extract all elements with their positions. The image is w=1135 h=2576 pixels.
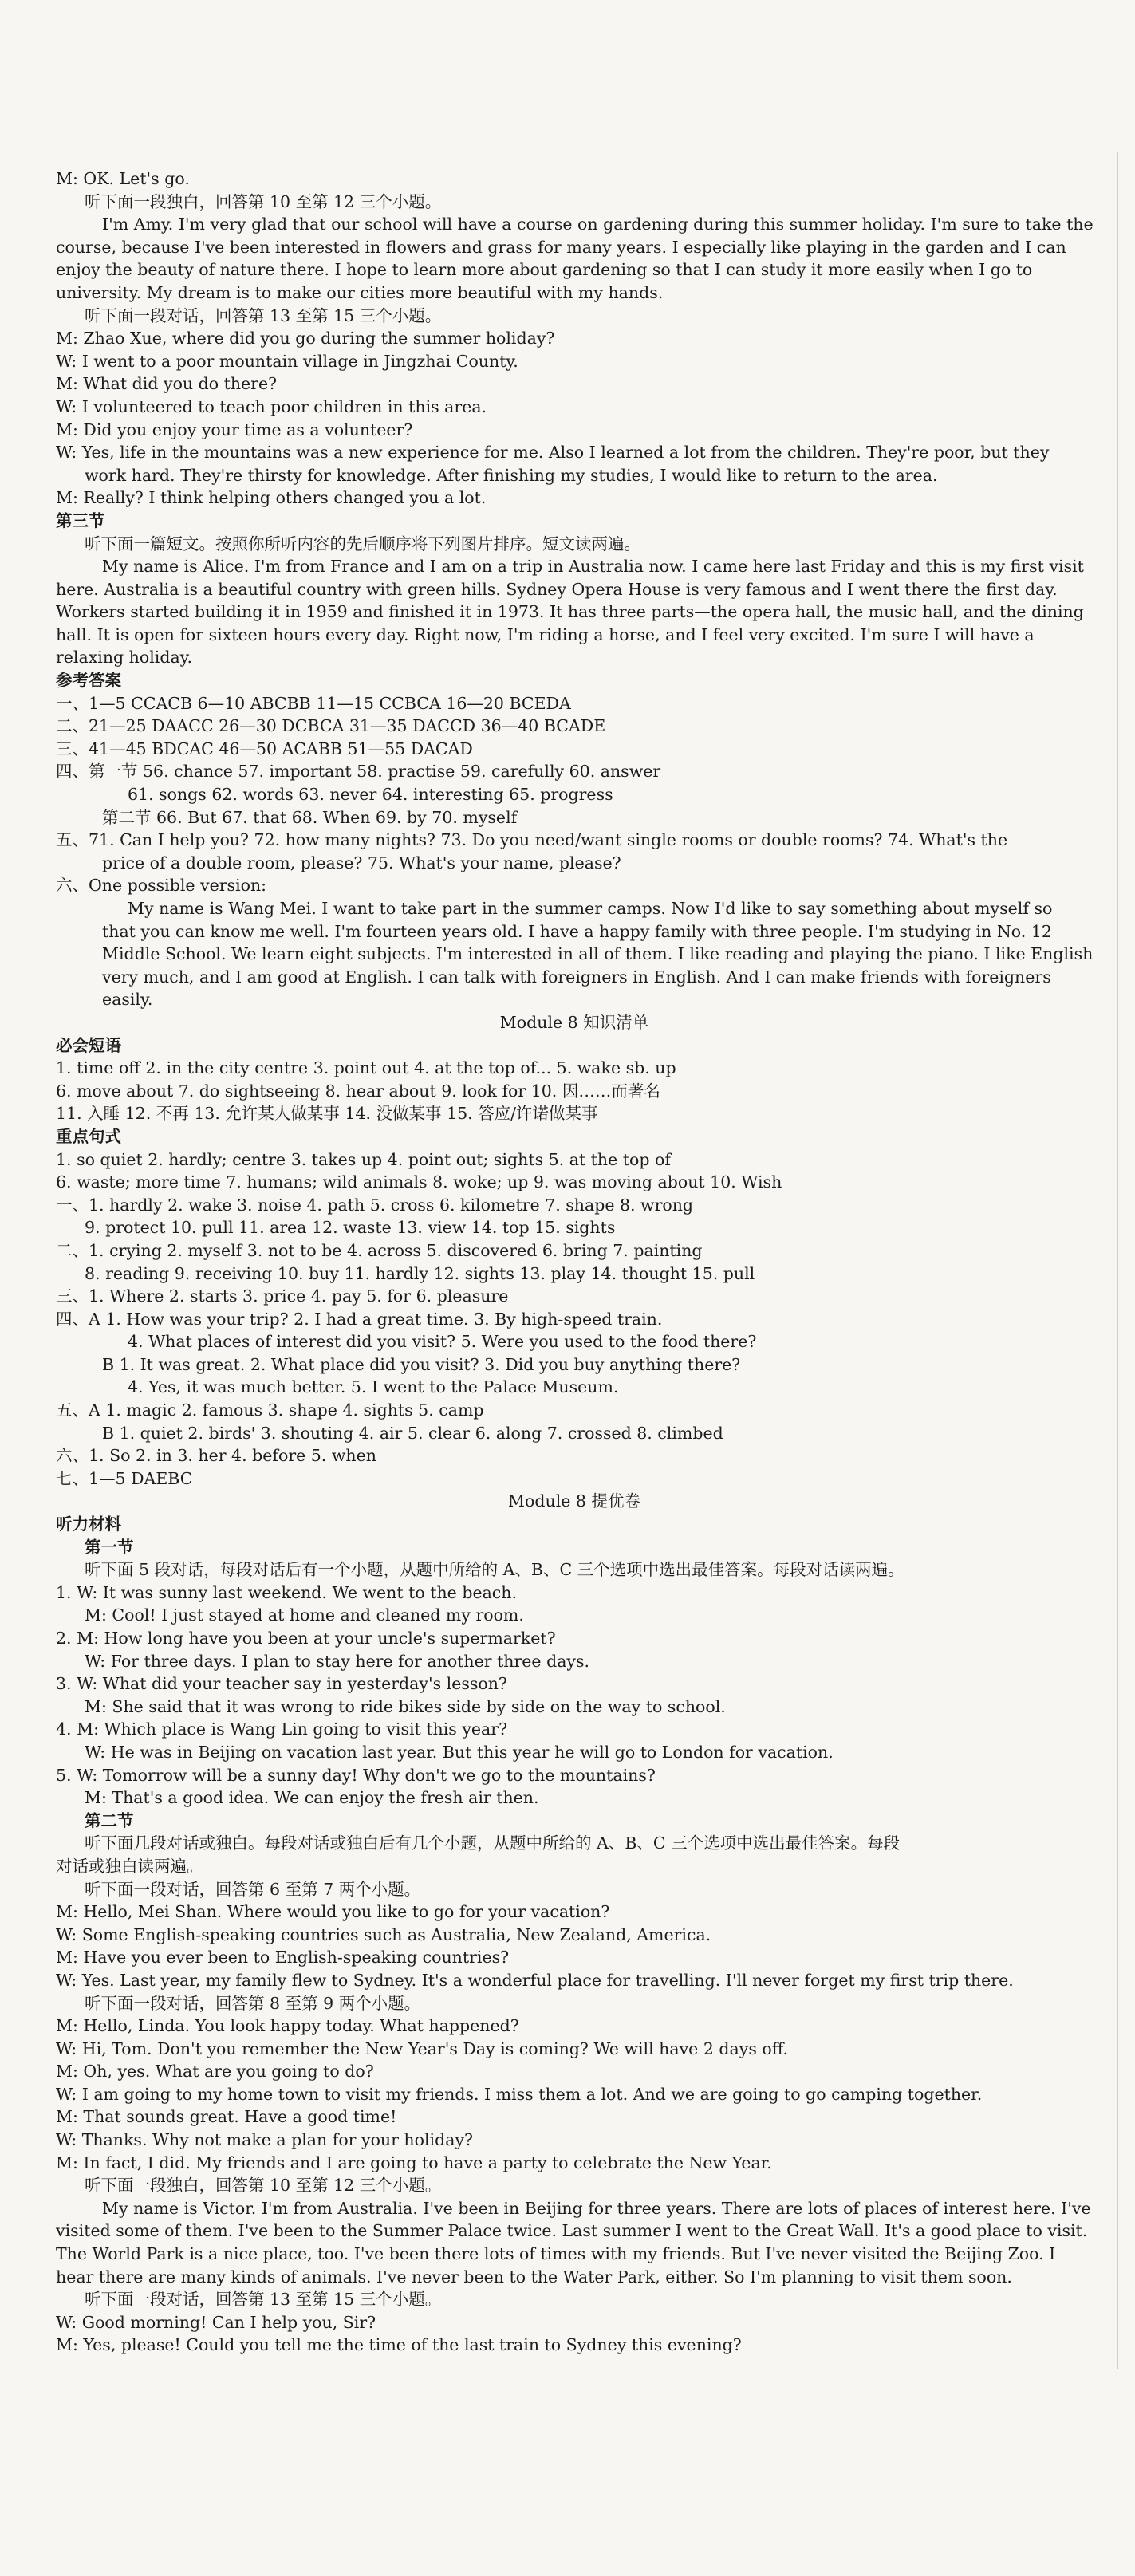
text-line: M: Yes, please! Could you tell me the time of the last train to Sydney this evening?	[56, 2335, 742, 2355]
text-line: 四、A 1. How was your trip? 2. I had a great time. 3. By high-speed train.	[56, 1309, 663, 1329]
text-line: 七、1—5 DAEBC	[56, 1468, 193, 1488]
text-line: I'm Amy. I'm very glad that our school will have a course on gardening during this summer holiday. I'm sure to take the	[102, 215, 1094, 234]
text-line: Module 8 知识清单	[499, 1012, 649, 1032]
text-line: W: Thanks. Why not make a plan for your holiday?	[56, 2130, 474, 2150]
text-line: M: OK. Let's go.	[56, 169, 190, 188]
text-line: 6. waste; more time 7. humans; wild animals 8. woke; up 9. was moving about 10. Wish	[56, 1172, 782, 1192]
text-line: enjoy the beauty of nature there. I hope to learn more about gardening so that I can study it more easily when I go to	[56, 260, 1033, 280]
text-line: 听力材料	[56, 1514, 121, 1534]
text-line: 1. W: It was sunny last weekend. We went to the beach.	[56, 1582, 517, 1602]
text-line: 9. protect 10. pull 11. area 12. waste 13. view 14. top 15. sights	[85, 1218, 616, 1238]
text-line: that you can know me well. I'm fourteen years old. I have a happy family with three people. I'm studying in No. 12	[102, 921, 1052, 941]
text-line: W: I am going to my home town to visit my friends. I miss them a lot. And we are going to go camping together.	[56, 2084, 983, 2104]
text-line: M: She said that it was wrong to ride bikes side by side on the way to school.	[85, 1696, 726, 1716]
text-line: 听下面 5 段对话，每段对话后有一个小题，从题中所给的 A、B、C 三个选项中选出最佳答案。每段对话读两遍。	[85, 1560, 904, 1580]
text-line: W: Good morning! Can I help you, Sir?	[56, 2312, 376, 2332]
text-line: W: He was in Beijing on vacation last year. But this year he will go to London for vacation.	[85, 1742, 834, 1762]
text-line: W: I volunteered to teach poor children in this area.	[56, 396, 487, 416]
text-line: 五、A 1. magic 2. famous 3. shape 4. sights 5. camp	[56, 1400, 484, 1420]
text-line: 5. W: Tomorrow will be a sunny day! Why don't we go to the mountains?	[56, 1765, 656, 1785]
text-line: W: For three days. I plan to stay here for another three days.	[85, 1651, 590, 1671]
text-line: M: Cool! I just stayed at home and cleaned my room.	[85, 1605, 524, 1625]
text-line: 六、One possible version:	[56, 876, 267, 896]
text-line: 二、1. crying 2. myself 3. not to be 4. across 5. discovered 6. bring 7. painting	[56, 1240, 703, 1260]
text-line: Workers started building it in 1959 and finished it in 1973. It has three parts—the opera hall, the music hall, and the dining	[56, 602, 1084, 622]
text-line: M: Zhao Xue, where did you go during the summer holiday?	[56, 329, 555, 349]
text-line: hall. It is open for sixteen hours every day. Right now, I'm riding a horse, and I feel very excited. I'm sure I will have a	[56, 624, 1035, 644]
text-line: 参考答案	[56, 671, 121, 691]
text-line: 五、71. Can I help you? 72. how many nights? 73. Do you need/want single rooms or double rooms? 74. What's the	[56, 830, 1008, 850]
text-line: relaxing holiday.	[56, 648, 193, 668]
text-line: Module 8 提优卷	[508, 1491, 640, 1511]
text-line: very much, and I am good at English. I can talk with foreigners in English. And I can make friends with foreigners	[102, 967, 1051, 987]
text-line: My name is Victor. I'm from Australia. I've been in Beijing for three years. There are lots of places of interest here. I've	[102, 2198, 1091, 2218]
text-line: Middle School. We learn eight subjects. I'm interested in all of them. I like reading and playing the piano. I like English	[102, 944, 1094, 964]
text-line: 听下面一段对话，回答第 8 至第 9 两个小题。	[85, 1993, 421, 2013]
text-line: easily.	[102, 990, 153, 1010]
text-line: 听下面一段独白，回答第 10 至第 12 三个小题。	[85, 2176, 442, 2196]
text-line: visited some of them. I've been to the Summer Palace twice. Last summer I went to the Great Wall. It's a good place to visit.	[56, 2221, 1088, 2241]
text-line: W: Hi, Tom. Don't you remember the New Year's Day is coming? We will have 2 days off.	[56, 2038, 789, 2058]
text-line: 1. time off 2. in the city centre 3. point out 4. at the top of... 5. wake sb. up	[56, 1058, 676, 1078]
text-line: 听下面一段对话，回答第 13 至第 15 三个小题。	[85, 305, 442, 325]
text-line: 六、1. So 2. in 3. her 4. before 5. when	[56, 1446, 376, 1466]
text-line: W: Yes. Last year, my family flew to Sydney. It's a wonderful place for travelling. I'll never forget my first trip there.	[56, 1970, 1014, 1990]
text-line: W: Yes, life in the mountains was a new experience for me. Also I learned a lot from the children. They're poor, but they	[56, 443, 1050, 463]
text-line: 11. 入睡 12. 不再 13. 允许某人做某事 14. 没做某事 15. 答应/许诺做某事	[56, 1104, 598, 1124]
text-line: hear there are many kinds of animals. I've never been to the Water Park, either. So I'm planning to visit them soon.	[56, 2267, 1012, 2286]
text-line: work hard. They're thirsty for knowledge. After finishing my studies, I would like to return to the area.	[85, 465, 938, 485]
text-line: 8. reading 9. receiving 10. buy 11. hardly 12. sights 13. play 14. thought 15. pull	[85, 1263, 755, 1283]
text-line: 一、1. hardly 2. wake 3. noise 4. path 5. cross 6. kilometre 7. shape 8. wrong	[56, 1195, 694, 1215]
text-line: W: Some English-speaking countries such as Australia, New Zealand, America.	[56, 1924, 711, 1944]
margin-line	[1117, 152, 1118, 2369]
text-line: M: In fact, I did. My friends and I are going to have a party to celebrate the New Year.	[56, 2153, 772, 2172]
document-body	[56, 167, 1093, 2357]
text-line: M: Did you enjoy your time as a volunteer?	[56, 419, 413, 439]
text-line: 听下面一段对话，回答第 6 至第 7 两个小题。	[85, 1879, 421, 1899]
text-line: M: Really? I think helping others changed you a lot.	[56, 488, 487, 508]
text-line: 一、1—5 CCACB 6—10 ABCBB 11—15 CCBCA 16—20 BCEDA	[56, 693, 571, 713]
text-line: 听下面一篇短文。按照你所听内容的先后顺序将下列图片排序。短文读两遍。	[85, 534, 640, 553]
text-line: 6. move about 7. do sightseeing 8. hear about 9. look for 10. 因……而著名	[56, 1081, 660, 1101]
text-line: M: Oh, yes. What are you going to do?	[56, 2062, 374, 2082]
text-line: 2. M: How long have you been at your uncle's supermarket?	[56, 1629, 556, 1648]
text-line: university. My dream is to make our cities more beautiful with my hands.	[56, 282, 664, 302]
text-line: 4. Yes, it was much better. 5. I went to the Palace Museum.	[128, 1377, 619, 1397]
text-line: 1. so quiet 2. hardly; centre 3. takes up 4. point out; sights 5. at the top of	[56, 1149, 671, 1169]
text-line: M: That sounds great. Have a good time!	[56, 2107, 397, 2127]
text-line: 听下面几段对话或独白。每段对话或独白后有几个小题，从题中所给的 A、B、C 三个选项中选出最佳答案。每段	[85, 1834, 901, 1853]
text-line: 第二节 66. But 67. that 68. When 69. by 70. myself	[102, 807, 518, 827]
text-line: M: Hello, Mei Shan. Where would you like to go for your vacation?	[56, 1902, 610, 1922]
text-line: 必会短语	[56, 1035, 121, 1055]
text-line: 听下面一段独白，回答第 10 至第 12 三个小题。	[85, 191, 442, 211]
text-line: M: What did you do there?	[56, 374, 278, 394]
text-line: M: Have you ever been to English-speaking countries?	[56, 1948, 510, 1967]
text-line: course, because I've been interested in flowers and grass for many years. I especially like playing in the garden and I can	[56, 237, 1066, 257]
text-line: price of a double room, please? 75. What's your name, please?	[102, 853, 621, 872]
text-line: 听下面一段对话，回答第 13 至第 15 三个小题。	[85, 2290, 442, 2310]
text-line: 二、21—25 DAACC 26—30 DCBCA 31—35 DACCD 36—40 BCADE	[56, 716, 606, 736]
text-line: 对话或独白读两遍。	[56, 1856, 203, 1876]
text-line: 三、1. Where 2. starts 3. price 4. pay 5. for 6. pleasure	[56, 1286, 509, 1306]
text-line: My name is Wang Mei. I want to take part in the summer camps. Now I'd like to say something about myself so	[128, 899, 1053, 918]
text-line: M: That's a good idea. We can enjoy the fresh air then.	[85, 1788, 539, 1808]
text-line: 第二节	[85, 1810, 134, 1830]
text-line: My name is Alice. I'm from France and I am on a trip in Australia now. I came here last Friday and this is my first visit	[102, 557, 1084, 577]
text-line: 四、第一节 56. chance 57. important 58. practise 59. carefully 60. answer	[56, 762, 661, 782]
text-line: 第三节	[56, 510, 105, 530]
text-line: 3. W: What did your teacher say in yesterday's lesson?	[56, 1674, 507, 1694]
text-line: B 1. quiet 2. birds' 3. shouting 4. air 5. clear 6. along 7. crossed 8. climbed	[102, 1423, 723, 1443]
text-line: W: I went to a poor mountain village in Jingzhai County.	[56, 351, 518, 371]
text-line: 重点句式	[56, 1126, 121, 1146]
text-line: here. Australia is a beautiful country with green hills. Sydney Opera House is very famous and I went there the first day.	[56, 579, 1058, 599]
text-line: 三、41—45 BDCAC 46—50 ACABB 51—55 DACAD	[56, 739, 473, 758]
text-line: The World Park is a nice place, too. I've been there lots of times with my friends. But I've never visited the Beijing Zoo. I	[56, 2244, 1056, 2264]
text-line: 4. M: Which place is Wang Lin going to visit this year?	[56, 1719, 508, 1739]
text-line: B 1. It was great. 2. What place did you visit? 3. Did you buy anything there?	[102, 1354, 741, 1374]
text-line: M: Hello, Linda. You look happy today. What happened?	[56, 2016, 519, 2036]
text-line: 61. songs 62. words 63. never 64. interesting 65. progress	[128, 785, 613, 805]
text-line: 4. What places of interest did you visit? 5. Were you used to the food there?	[128, 1332, 757, 1352]
text-line: 第一节	[85, 1537, 134, 1557]
